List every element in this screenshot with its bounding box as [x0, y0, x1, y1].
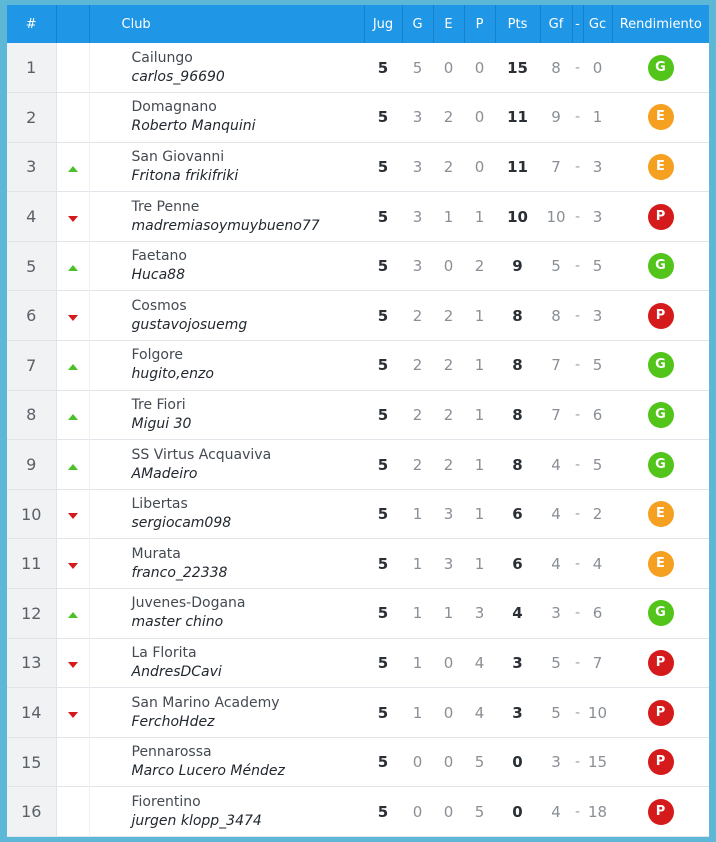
row-separator: -	[574, 158, 581, 175]
standings-table	[7, 5, 709, 837]
row-goals-for: 5	[551, 653, 561, 672]
row-club[interactable]	[89, 390, 364, 440]
row-club[interactable]	[89, 291, 364, 341]
header-points[interactable]: Pts	[495, 5, 540, 43]
row-goals-for: 7	[551, 157, 561, 176]
row-position: 10	[7, 489, 56, 539]
row-performance	[612, 539, 709, 589]
row-goals-against: 1	[592, 108, 603, 127]
row-goals-against: 6	[592, 604, 603, 623]
row-trend	[56, 539, 89, 589]
row-points: 8	[512, 356, 523, 375]
row-goals-for: 5	[551, 257, 561, 276]
team-name[interactable]: Tre Fiori	[131, 396, 186, 413]
row-drawn: 2	[443, 455, 454, 474]
table-row[interactable]	[7, 489, 709, 539]
row-points: 11	[507, 157, 528, 176]
row-won: 0	[412, 802, 423, 821]
row-points: 4	[512, 604, 523, 623]
row-points: 9	[512, 257, 523, 276]
row-performance	[612, 489, 709, 539]
row-goals-for: 4	[551, 802, 561, 821]
row-position: 5	[7, 241, 56, 291]
performance-badge[interactable]: E	[648, 551, 674, 577]
row-lost: 1	[474, 505, 485, 524]
row-goals-against: 5	[592, 455, 603, 474]
manager-name[interactable]: FerchoHdez	[131, 713, 215, 730]
row-played: 5	[377, 306, 389, 325]
manager-name[interactable]: Roberto Manquini	[131, 118, 256, 135]
table-row[interactable]	[7, 787, 709, 837]
row-trend	[56, 291, 89, 341]
table-row[interactable]	[7, 341, 709, 391]
table-row[interactable]	[7, 93, 709, 143]
row-played: 5	[377, 108, 389, 127]
row-separator: -	[574, 754, 581, 771]
row-drawn: 0	[443, 753, 454, 772]
row-separator: -	[574, 59, 581, 76]
row-separator: -	[574, 307, 581, 324]
row-played: 5	[377, 554, 389, 573]
row-lost: 5	[474, 802, 485, 821]
team-name[interactable]: Libertas	[131, 496, 188, 513]
standings-body	[7, 43, 709, 837]
row-goals-for: 4	[551, 505, 561, 524]
row-drawn: 1	[443, 604, 454, 623]
row-won: 3	[412, 157, 423, 176]
table-header-row	[7, 5, 709, 43]
row-goals-against: 0	[592, 58, 603, 77]
table-row[interactable]	[7, 291, 709, 341]
row-won: 2	[412, 455, 423, 474]
row-drawn: 0	[443, 653, 454, 672]
row-won: 2	[412, 306, 423, 325]
table-row[interactable]	[7, 192, 709, 242]
row-goals-for: 4	[551, 455, 561, 474]
row-club[interactable]	[89, 787, 364, 837]
performance-badge[interactable]: P	[648, 700, 674, 726]
row-won: 2	[412, 356, 423, 375]
team-name[interactable]: Faetano	[131, 248, 187, 265]
table-row[interactable]	[7, 737, 709, 787]
row-won: 3	[412, 257, 423, 276]
row-points: 8	[512, 405, 523, 424]
header-played[interactable]: Jug	[364, 5, 402, 43]
row-lost: 2	[474, 257, 485, 276]
trend-up-icon	[68, 166, 78, 172]
row-played: 5	[377, 356, 389, 375]
row-goals-against: 5	[592, 257, 603, 276]
team-name[interactable]: Juvenes-Dogana	[131, 595, 246, 612]
row-club[interactable]	[89, 737, 364, 787]
row-won: 1	[412, 703, 423, 722]
trend-down-icon	[68, 712, 78, 718]
row-lost: 1	[474, 405, 485, 424]
row-position: 7	[7, 341, 56, 391]
header-won[interactable]: G	[402, 5, 433, 43]
row-goals-against: 6	[592, 405, 603, 424]
trend-down-icon	[68, 662, 78, 668]
row-performance	[612, 638, 709, 688]
row-performance	[612, 192, 709, 242]
row-goals-for: 10	[546, 207, 566, 226]
table-row[interactable]	[7, 43, 709, 93]
row-trend	[56, 43, 89, 93]
row-separator: -	[574, 555, 581, 572]
row-played: 5	[377, 505, 389, 524]
row-lost: 1	[474, 306, 485, 325]
row-separator: -	[574, 456, 581, 473]
row-performance	[612, 142, 709, 192]
row-goals-for: 3	[551, 753, 561, 772]
row-played: 5	[377, 703, 389, 722]
row-lost: 1	[474, 455, 485, 474]
row-points: 6	[512, 554, 523, 573]
table-row[interactable]	[7, 638, 709, 688]
row-drawn: 3	[443, 505, 454, 524]
manager-name[interactable]: gustavojosuemg	[131, 316, 248, 333]
header-goals-for[interactable]: Gf	[540, 5, 572, 43]
team-name[interactable]: SS Virtus Acquaviva	[131, 446, 272, 463]
row-won: 2	[412, 405, 423, 424]
row-drawn: 0	[443, 802, 454, 821]
row-goals-for: 9	[551, 108, 561, 127]
row-drawn: 0	[443, 257, 454, 276]
team-name[interactable]: Fiorentino	[131, 793, 201, 810]
row-club[interactable]	[89, 341, 364, 391]
row-position: 8	[7, 390, 56, 440]
performance-badge[interactable]: P	[648, 303, 674, 329]
row-goals-for: 4	[551, 554, 561, 573]
row-separator: -	[574, 803, 581, 820]
row-goals-against: 3	[592, 157, 603, 176]
row-position: 6	[7, 291, 56, 341]
row-performance	[612, 43, 709, 93]
row-trend	[56, 489, 89, 539]
performance-badge[interactable]: E	[648, 154, 674, 180]
row-position: 3	[7, 142, 56, 192]
manager-name[interactable]: jurgen klopp_3474	[131, 812, 262, 829]
row-club[interactable]	[89, 93, 364, 143]
manager-name[interactable]: Marco Lucero Méndez	[131, 763, 285, 780]
row-performance	[612, 440, 709, 490]
row-played: 5	[377, 58, 389, 77]
row-trend	[56, 787, 89, 837]
trend-up-icon	[68, 414, 78, 420]
row-lost: 5	[474, 753, 485, 772]
row-drawn: 1	[443, 207, 454, 226]
performance-badge[interactable]: E	[648, 501, 674, 527]
header-separator: -	[572, 5, 583, 43]
row-separator: -	[574, 406, 581, 423]
trend-down-icon	[68, 513, 78, 519]
row-position: 12	[7, 589, 56, 639]
row-separator: -	[574, 506, 581, 523]
row-played: 5	[377, 753, 389, 772]
table-row[interactable]	[7, 688, 709, 738]
team-name[interactable]: San Giovanni	[131, 148, 225, 165]
row-trend	[56, 638, 89, 688]
row-points: 0	[512, 802, 523, 821]
row-separator: -	[574, 109, 581, 126]
row-drawn: 2	[443, 108, 454, 127]
row-position: 15	[7, 737, 56, 787]
row-drawn: 0	[443, 703, 454, 722]
trend-up-icon	[68, 612, 78, 618]
row-lost: 4	[474, 653, 485, 672]
row-lost: 0	[474, 58, 485, 77]
row-performance	[612, 341, 709, 391]
team-name[interactable]: Cailungo	[131, 49, 193, 66]
table-row[interactable]	[7, 539, 709, 589]
row-position: 4	[7, 192, 56, 242]
row-club[interactable]	[89, 440, 364, 490]
row-position: 9	[7, 440, 56, 490]
row-lost: 1	[474, 554, 485, 573]
row-trend	[56, 241, 89, 291]
manager-name[interactable]: master chino	[131, 614, 224, 631]
manager-name[interactable]: franco_22338	[131, 564, 228, 581]
row-position: 16	[7, 787, 56, 837]
performance-badge[interactable]: G	[648, 55, 674, 81]
row-drawn: 2	[443, 405, 454, 424]
row-trend	[56, 192, 89, 242]
trend-up-icon	[68, 265, 78, 271]
row-club[interactable]	[89, 489, 364, 539]
row-goals-for: 8	[551, 58, 561, 77]
performance-badge[interactable]: P	[648, 650, 674, 676]
performance-badge[interactable]: P	[648, 204, 674, 230]
performance-badge[interactable]: P	[648, 749, 674, 775]
row-goals-against: 7	[592, 653, 603, 672]
row-trend	[56, 93, 89, 143]
performance-badge[interactable]: G	[648, 600, 674, 626]
manager-name[interactable]: AndresDCavi	[131, 663, 222, 680]
team-name[interactable]: Cosmos	[131, 297, 187, 314]
row-points: 8	[512, 306, 523, 325]
row-trend	[56, 589, 89, 639]
team-name[interactable]: Murata	[131, 545, 181, 562]
row-position: 1	[7, 43, 56, 93]
row-lost: 1	[474, 356, 485, 375]
row-position: 11	[7, 539, 56, 589]
header-drawn[interactable]: E	[433, 5, 464, 43]
trend-up-icon	[68, 464, 78, 470]
table-row[interactable]	[7, 390, 709, 440]
team-name[interactable]: San Marino Academy	[131, 694, 280, 711]
row-separator: -	[574, 654, 581, 671]
header-trend	[56, 5, 89, 43]
performance-badge[interactable]: E	[648, 104, 674, 130]
row-drawn: 2	[443, 356, 454, 375]
row-position: 2	[7, 93, 56, 143]
row-performance	[612, 93, 709, 143]
header-goals-against[interactable]: Gc	[583, 5, 612, 43]
row-separator: -	[574, 605, 581, 622]
row-played: 5	[377, 455, 389, 474]
row-trend	[56, 341, 89, 391]
manager-name[interactable]: Migui 30	[131, 415, 192, 432]
row-drawn: 2	[443, 306, 454, 325]
row-trend	[56, 390, 89, 440]
table-row[interactable]	[7, 241, 709, 291]
row-club[interactable]	[89, 539, 364, 589]
row-goals-for: 5	[551, 703, 561, 722]
row-lost: 4	[474, 703, 485, 722]
performance-badge[interactable]: P	[648, 799, 674, 825]
manager-name[interactable]: madremiasoymuybueno77	[131, 217, 320, 234]
row-performance	[612, 688, 709, 738]
row-performance	[612, 589, 709, 639]
row-performance	[612, 787, 709, 837]
trend-up-icon	[68, 364, 78, 370]
performance-badge[interactable]: G	[648, 253, 674, 279]
row-goals-for: 7	[551, 356, 561, 375]
row-club[interactable]	[89, 589, 364, 639]
row-club[interactable]	[89, 43, 364, 93]
row-played: 5	[377, 653, 389, 672]
team-name[interactable]: Tre Penne	[131, 198, 200, 215]
row-played: 5	[377, 257, 389, 276]
row-position: 14	[7, 688, 56, 738]
manager-name[interactable]: hugito,enzo	[131, 366, 214, 383]
row-points: 10	[507, 207, 528, 226]
team-name[interactable]: Domagnano	[131, 99, 217, 116]
header-position[interactable]: #	[7, 5, 56, 43]
trend-down-icon	[68, 563, 78, 569]
row-played: 5	[377, 802, 389, 821]
row-won: 3	[412, 207, 423, 226]
row-goals-against: 2	[592, 505, 603, 524]
row-trend	[56, 688, 89, 738]
row-played: 5	[377, 207, 389, 226]
row-goals-against: 10	[587, 703, 608, 722]
row-lost: 0	[474, 108, 485, 127]
row-goals-for: 7	[551, 405, 561, 424]
manager-name[interactable]: Huca88	[131, 267, 185, 284]
row-separator: -	[574, 258, 581, 275]
row-trend	[56, 440, 89, 490]
row-points: 0	[512, 753, 523, 772]
manager-name[interactable]: carlos_96690	[131, 68, 225, 85]
row-won: 1	[412, 653, 423, 672]
row-club[interactable]	[89, 142, 364, 192]
row-played: 5	[377, 604, 389, 623]
manager-name[interactable]: AMadeiro	[131, 465, 198, 482]
trend-down-icon	[68, 216, 78, 222]
row-performance	[612, 737, 709, 787]
header-club[interactable]: Club	[89, 5, 364, 43]
row-club[interactable]	[89, 192, 364, 242]
row-goals-against: 4	[592, 554, 603, 573]
row-won: 1	[412, 554, 423, 573]
standings-table-container	[7, 5, 709, 837]
table-row[interactable]	[7, 589, 709, 639]
row-won: 0	[412, 753, 423, 772]
row-trend	[56, 737, 89, 787]
trend-down-icon	[68, 315, 78, 321]
row-performance	[612, 291, 709, 341]
row-goals-for: 8	[551, 306, 561, 325]
row-lost: 3	[474, 604, 485, 623]
row-points: 8	[512, 455, 523, 474]
row-goals-against: 15	[587, 753, 608, 772]
row-points: 3	[512, 703, 523, 722]
row-goals-for: 3	[551, 604, 561, 623]
performance-badge[interactable]: G	[648, 402, 674, 428]
row-drawn: 3	[443, 554, 454, 573]
row-won: 3	[412, 108, 423, 127]
row-club[interactable]	[89, 688, 364, 738]
row-club[interactable]	[89, 638, 364, 688]
row-lost: 0	[474, 157, 485, 176]
row-performance	[612, 390, 709, 440]
manager-name[interactable]: Fritona frikifriki	[131, 167, 239, 184]
table-row[interactable]	[7, 142, 709, 192]
row-points: 11	[507, 108, 528, 127]
row-separator: -	[574, 208, 581, 225]
row-drawn: 0	[443, 58, 454, 77]
row-points: 6	[512, 505, 523, 524]
team-name[interactable]: Pennarossa	[131, 744, 212, 761]
header-lost[interactable]: P	[464, 5, 495, 43]
header-performance[interactable]: Rendimiento	[612, 5, 709, 43]
team-name[interactable]: La Florita	[131, 644, 197, 661]
row-points: 15	[507, 58, 528, 77]
row-goals-against: 5	[592, 356, 603, 375]
row-goals-against: 18	[587, 802, 608, 821]
row-goals-against: 3	[592, 306, 603, 325]
row-goals-against: 3	[592, 207, 603, 226]
row-won: 1	[412, 505, 423, 524]
row-separator: -	[574, 357, 581, 374]
row-position: 13	[7, 638, 56, 688]
row-won: 5	[412, 58, 423, 77]
performance-badge[interactable]: G	[648, 452, 674, 478]
row-won: 1	[412, 604, 423, 623]
row-points: 3	[512, 653, 523, 672]
row-performance	[612, 241, 709, 291]
team-name[interactable]: Folgore	[131, 347, 184, 364]
row-played: 5	[377, 405, 389, 424]
manager-name[interactable]: sergiocam098	[131, 515, 232, 532]
row-drawn: 2	[443, 157, 454, 176]
row-played: 5	[377, 157, 389, 176]
row-separator: -	[574, 704, 581, 721]
table-row[interactable]	[7, 440, 709, 490]
performance-badge[interactable]: G	[648, 352, 674, 378]
row-trend	[56, 142, 89, 192]
row-club[interactable]	[89, 241, 364, 291]
row-lost: 1	[474, 207, 485, 226]
